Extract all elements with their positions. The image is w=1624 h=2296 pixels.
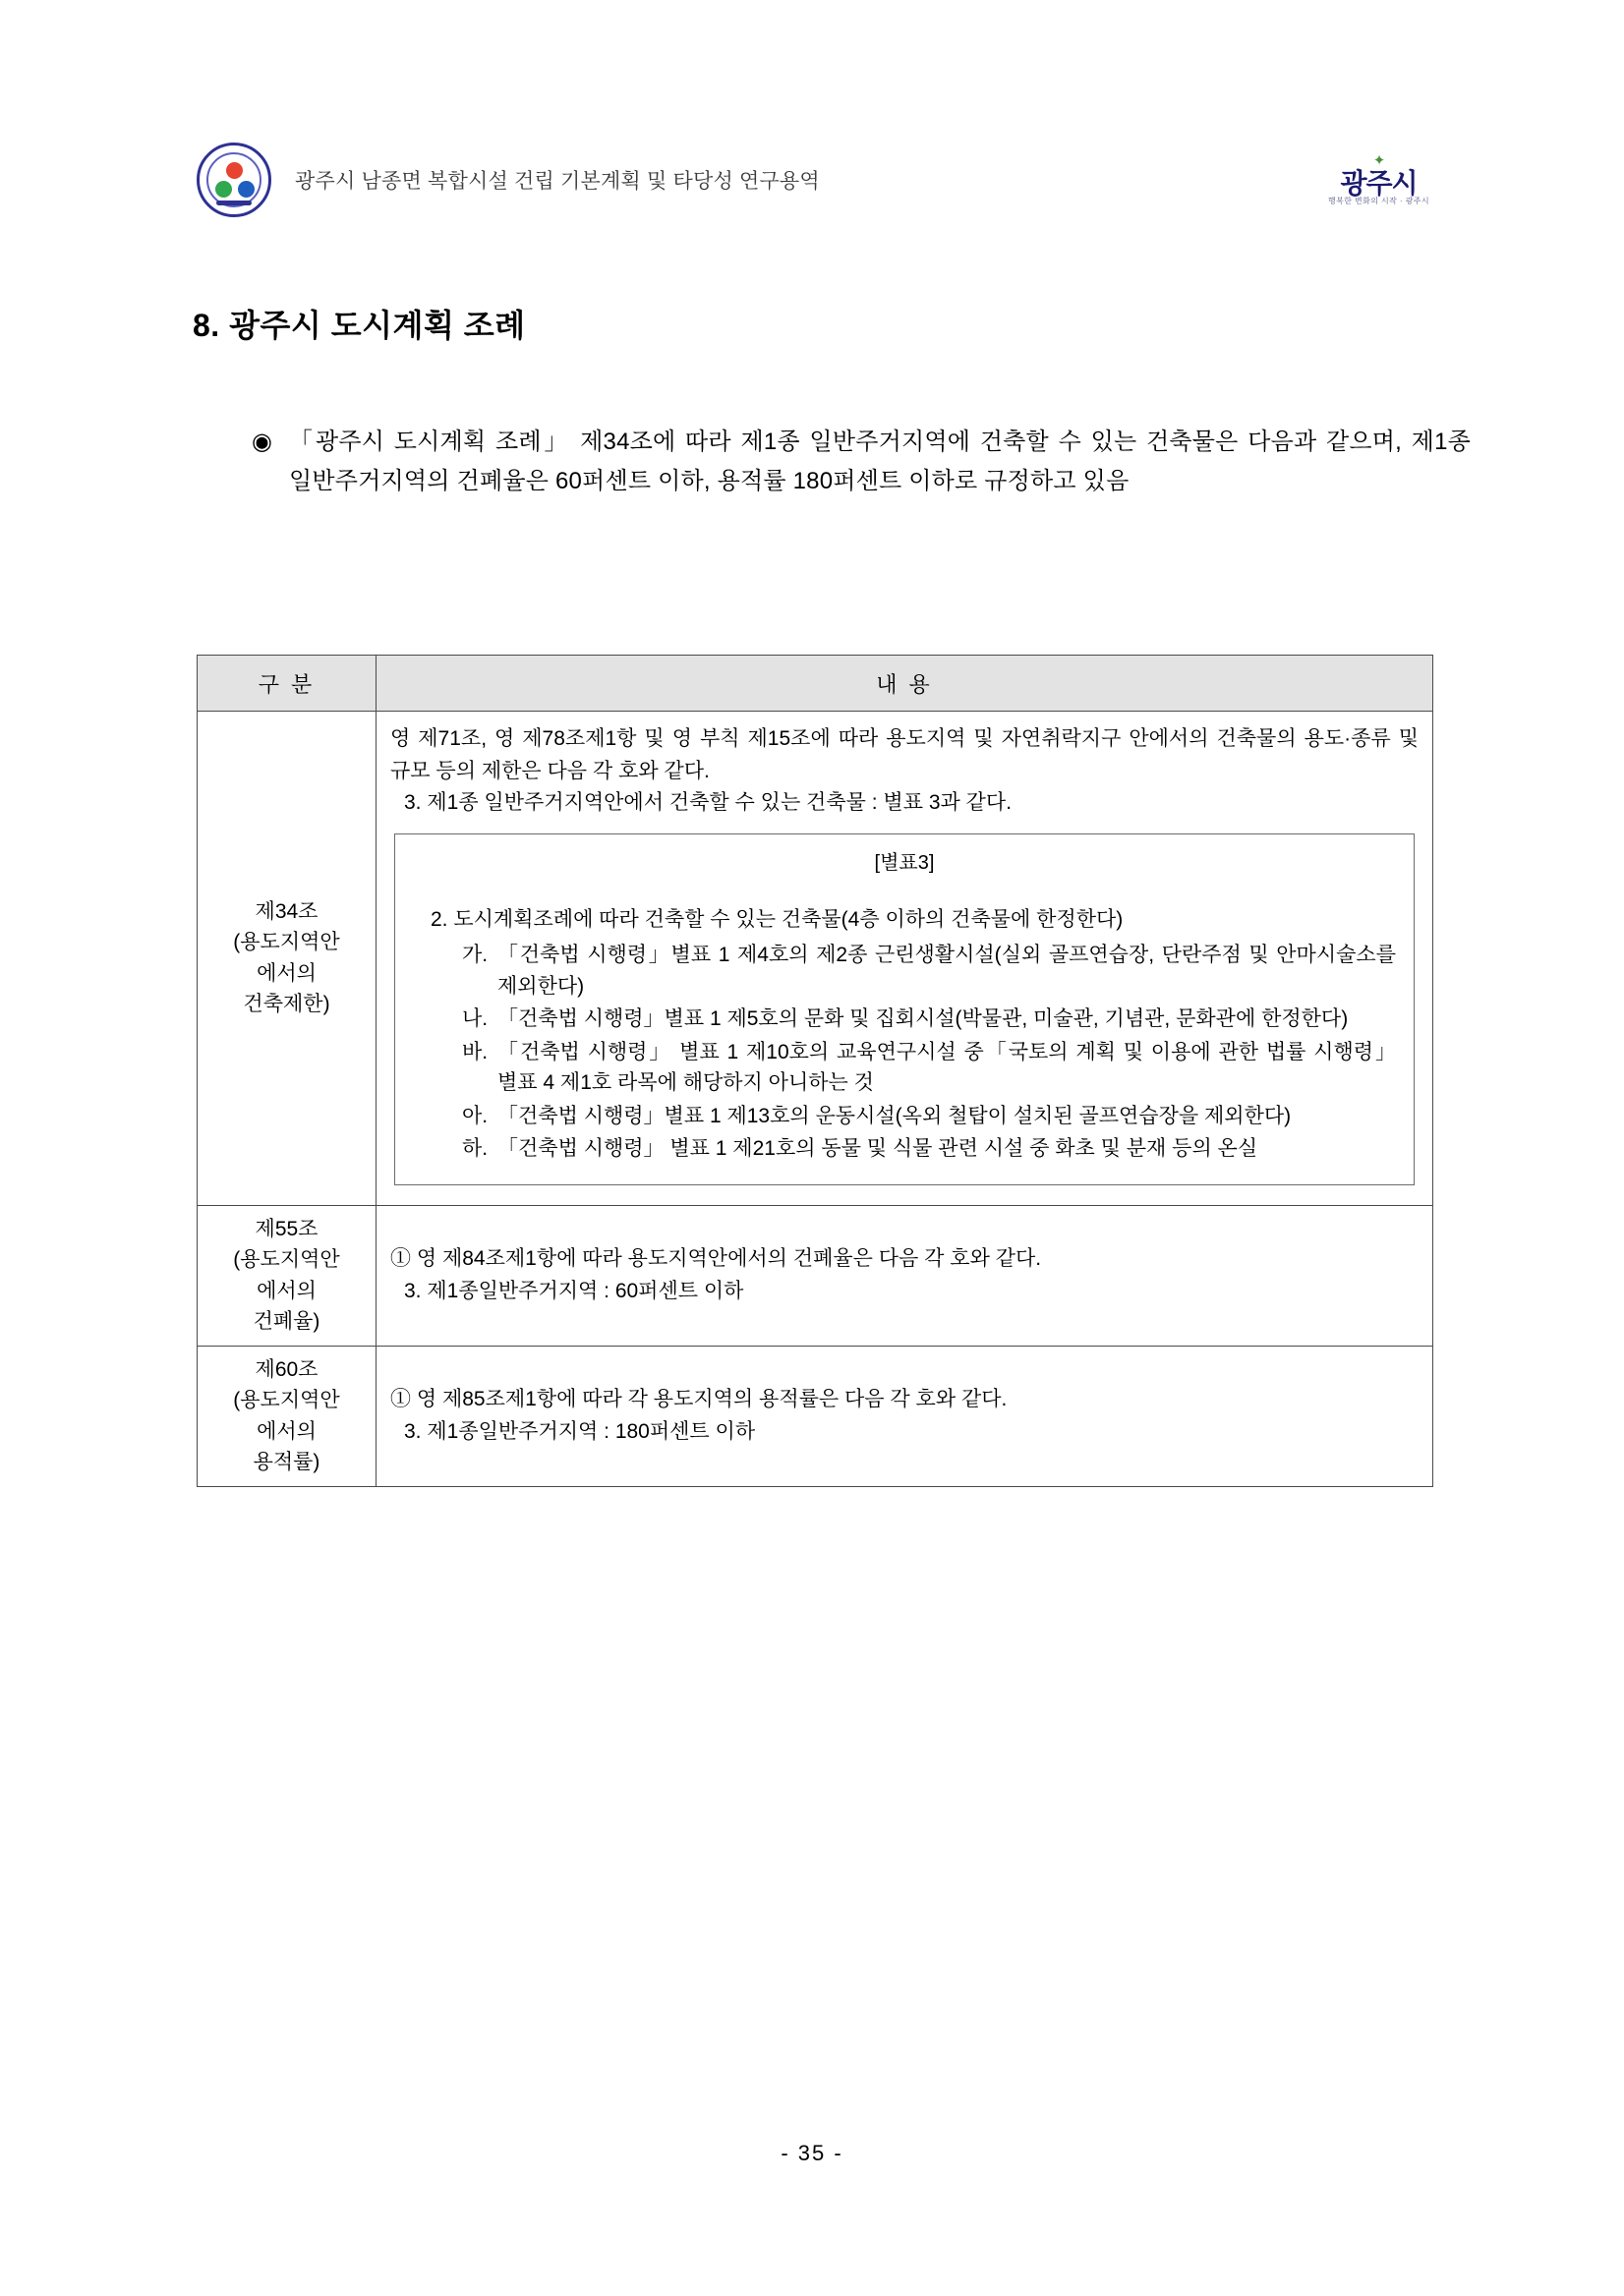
table-row — [198, 1205, 1433, 1346]
label-line: 제55조 — [255, 1217, 319, 1240]
label-line: (용도지역안 — [233, 931, 340, 954]
label-line: 제34조 — [255, 899, 319, 923]
intro-bullet — [252, 423, 1471, 500]
section-title: 8. 광주시 도시계획 조례 — [193, 308, 526, 343]
row-label-article34 — [198, 712, 377, 1206]
list-item — [462, 940, 1396, 1002]
item-marker: 바. — [462, 1040, 489, 1063]
label-line: 건폐율) — [253, 1310, 320, 1334]
item-marker: 하. — [462, 1137, 489, 1161]
table-header-row — [198, 656, 1433, 712]
leaf-mark-icon: ✦ — [1372, 152, 1385, 170]
label-line: (용도지역안 — [233, 1389, 340, 1412]
brand-slogan: 행복한 변화의 시작 · 광주시 — [1328, 197, 1429, 206]
label-line: 제60조 — [255, 1357, 319, 1381]
page-header — [197, 136, 1435, 224]
attached-table-3-box — [394, 833, 1415, 1185]
clause-sub: 3. 제1종일반주거지역 : 180퍼센트 이하 — [404, 1419, 756, 1443]
clause-lead: ① 영 제85조제1항에 따라 각 용도지역의 용적률은 다음 각 호와 같다. — [390, 1388, 1008, 1411]
table-row — [198, 1346, 1433, 1486]
intro-bullet-text: 「광주시 도시계획 조례」 제34조에 따라 제1종 일반주거지역에 건축할 수 있는 건축물은 다음과 같으며, 제1종 일반주거지역의 건폐율은 60퍼센트 이하, 용적률 180퍼센트 이하로 규정하고 있음 — [289, 429, 1471, 494]
row-content-article60 — [377, 1346, 1433, 1486]
clause-sub: 3. 제1종일반주거지역 : 60퍼센트 이하 — [404, 1279, 744, 1302]
list-item — [462, 1004, 1396, 1035]
list-item — [462, 1037, 1396, 1099]
item-text: 「건축법 시행령」별표 1 제4호의 제2종 근린생활시설(실외 골프연습장, 단란주점 및 안마시술소를 제외한다) — [497, 944, 1396, 998]
item-marker: 아. — [462, 1104, 489, 1127]
row-content-article34 — [377, 712, 1433, 1206]
gwangju-city-emblem-icon — [197, 143, 271, 217]
row-label-article55 — [198, 1205, 377, 1346]
row-label-article60 — [198, 1346, 377, 1486]
item-text: 「건축법 시행령」별표 1 제13호의 운동시설(옥외 철탑이 설치된 골프연습장을 제외한다) — [497, 1104, 1292, 1127]
clause-sub: 3. 제1종 일반주거지역안에서 건축할 수 있는 건축물 : 별표 3과 같다. — [404, 791, 1013, 815]
item-marker: 가. — [462, 944, 489, 967]
page-number: - 35 - — [781, 2141, 843, 2165]
attached-table-3-lead: 2. 도시계획조례에 따라 건축할 수 있는 건축물(4층 이하의 건축물에 한정한다) — [431, 907, 1124, 931]
clause-lead: ① 영 제84조제1항에 따라 용도지역안에서의 건폐율은 다음 각 호와 같다. — [390, 1247, 1042, 1271]
gwangju-brand-logo — [1328, 153, 1435, 206]
document-title: 광주시 남종면 복합시설 건립 기본계획 및 타당성 연구용역 — [295, 170, 820, 193]
label-line: 에서의 — [257, 1279, 317, 1302]
item-text: 「건축법 시행령」 별표 1 제21호의 동물 및 식물 관련 시설 중 화초 및 분재 등의 온실 — [497, 1137, 1258, 1161]
label-line: 용적률) — [253, 1451, 320, 1474]
label-line: (용도지역안 — [233, 1248, 340, 1272]
item-text: 「건축법 시행령」 별표 1 제10호의 교육연구시설 중「국토의 계획 및 이용에 관한 법률 시행령」별표 4 제1호 라목에 해당하지 아니하는 것 — [497, 1040, 1396, 1095]
list-item — [462, 1133, 1396, 1165]
list-item — [462, 1101, 1396, 1132]
col-header-division: 구 분 — [198, 656, 377, 712]
label-line: 에서의 — [257, 961, 317, 985]
table-row — [198, 712, 1433, 1206]
row-content-article55 — [377, 1205, 1433, 1346]
label-line: 건축제한) — [243, 993, 330, 1016]
ordinance-table — [197, 655, 1433, 1487]
attached-table-3-title: [별표3] — [874, 851, 935, 874]
clause-lead: 영 제71조, 영 제78조제1항 및 영 부칙 제15조에 따라 용도지역 및 자연취락지구 안에서의 건축물의 용도·종류 및 규모 등의 제한은 다음 각 호와 같다. — [390, 727, 1419, 782]
label-line: 에서의 — [257, 1419, 317, 1443]
brand-name: 광주시 — [1340, 167, 1418, 199]
item-marker: 나. — [462, 1007, 489, 1031]
col-header-content: 내 용 — [377, 656, 1433, 712]
item-text: 「건축법 시행령」별표 1 제5호의 문화 및 집회시설(박물관, 미술관, 기념관, 문화관에 한정한다) — [497, 1007, 1349, 1031]
attached-table-3-items — [413, 940, 1396, 1165]
ordinance-table-wrap — [197, 655, 1433, 1487]
bullet-marker-icon: ◉ — [252, 429, 272, 455]
